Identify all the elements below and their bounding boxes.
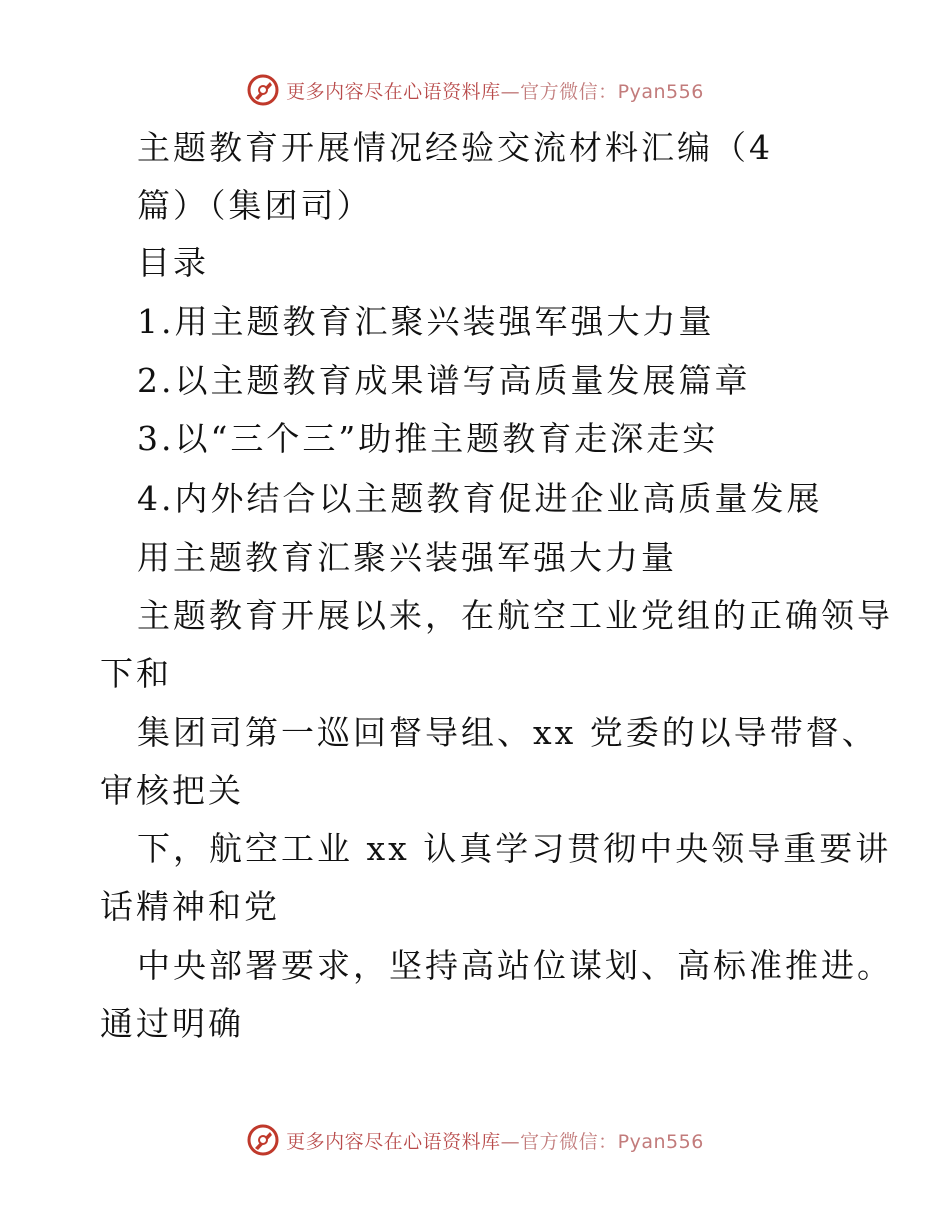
doc-title-line-2: 篇）（集团司） [137,186,373,225]
body-line: 话精神和党 [100,887,280,926]
footer-watermark [0,1120,950,1160]
body-line: 下和 [100,654,172,693]
body-line: 主题教育开展以来，在航空工业党组的正确领导 [137,596,893,635]
body-line: 中央部署要求，坚持高站位谋划、高标准推进。 [137,946,893,985]
toc-heading: 目录 [137,243,209,282]
watermark-main-text: 更多内容尽在心语资料库 [286,1130,501,1153]
toc-item: 3.以“三个三”助推主题教育走深走实 [137,419,719,458]
body-line: 通过明确 [100,1004,244,1043]
toc-item: 1.用主题教育汇聚兴装强军强大力量 [137,302,715,341]
header-watermark [0,70,950,110]
toc-item: 4.内外结合以主题教育促进企业高质量发展 [137,479,823,518]
watermark-text [286,77,704,104]
quill-logo-icon [246,73,280,107]
section-heading: 用主题教育汇聚兴装强军强大力量 [137,538,677,577]
body-line: 下，航空工业 xx 认真学习贯彻中央领导重要讲 [137,829,892,868]
body-line: 集团司第一巡回督导组、xx 党委的以导带督、 [137,713,878,752]
watermark-dash: — [500,1130,521,1153]
toc-item: 2.以主题教育成果谱写高质量发展篇章 [137,361,751,400]
watermark-text [286,1127,704,1154]
watermark-official-text: 官方微信：Pyan556 [520,80,704,103]
watermark-dash: — [500,80,521,103]
body-line: 审核把关 [100,771,244,810]
watermark-official-text: 官方微信：Pyan556 [520,1130,704,1153]
quill-logo-icon [246,1123,280,1157]
doc-title-line-1: 主题教育开展情况经验交流材料汇编（4 [137,128,773,167]
watermark-main-text: 更多内容尽在心语资料库 [286,80,501,103]
